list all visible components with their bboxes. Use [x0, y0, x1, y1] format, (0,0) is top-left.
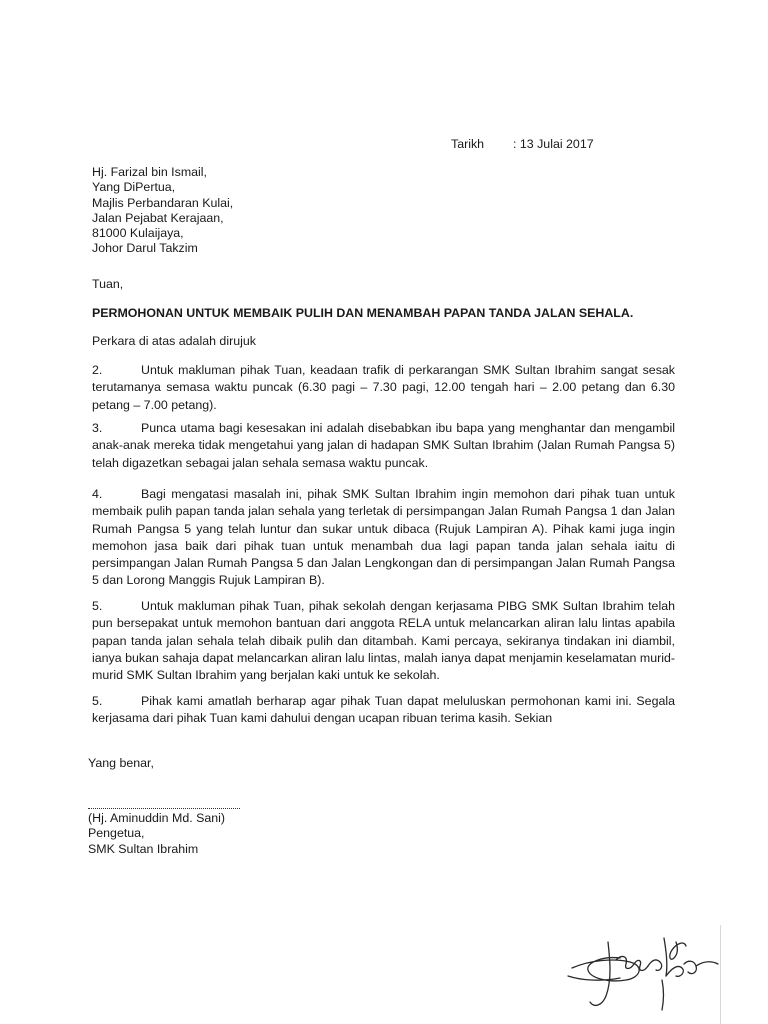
recipient-line: Majlis Perbandaran Kulai, — [92, 195, 234, 210]
signer-line: (Hj. Aminuddin Md. Sani) — [88, 811, 226, 825]
recipient-line: 81000 Kulaijaya, — [92, 226, 184, 241]
paragraph — [92, 598, 675, 684]
date-label: Tarikh — [451, 137, 485, 151]
date-row — [451, 136, 594, 153]
date-value: : 13 Julai 2017 — [513, 137, 594, 151]
signer-line: Pengetua, — [88, 826, 145, 841]
recipient-line: Jalan Pejabat Kerajaan, — [92, 210, 224, 225]
closing: Yang benar, — [88, 756, 154, 770]
paragraph-text: Pihak kami amatlah berharap agar pihak Tuan dapat meluluskan permohonan kami ini. Segala kerjasama dari pihak Tuan kami dahului dengan ucapan ribuan terima kasih. Sekian — [92, 694, 675, 726]
reference-line: Perkara di atas adalah dirujuk — [92, 334, 256, 348]
paragraph-text: Untuk makluman pihak Tuan, keadaan trafik di perkarangan SMK Sultan Ibrahim sangat sesak terutamanya semasa waktu puncak (6.30 pagi – 7.30 pagi, 12.00 tengah hari – 2.00 petang dan 6.30 petang – 7.00 petang). — [92, 363, 675, 412]
paragraph-number: 5. — [92, 694, 103, 708]
paragraph-text: Untuk makluman pihak Tuan, pihak sekolah dengan kerjasama PIBG SMK Sultan Ibrahim telah pun bersepakat untuk memohon bantuan dari anggota RELA untuk melancarkan aliran lalu lintas apabila papan tanda jalan sehala telah dibaik pulih dan ditambah. Kami percaya, sekiranya tindakan ini diambil, ianya bukan sahaja dapat melancarkan aliran lalu lintas, malah ianya dapat menjamin keselamatan murid-murid SMK Sultan Ibrahim yang berjalan kaki untuk ke sekolah. — [92, 599, 675, 683]
paragraph — [92, 693, 675, 728]
paragraph-number: 5. — [92, 599, 103, 613]
signature-line — [88, 798, 240, 809]
recipient-line: Hj. Farizal bin Ismail, — [92, 165, 207, 179]
paragraph-number: 3. — [92, 421, 103, 435]
recipient-address — [92, 165, 233, 257]
paragraph — [92, 362, 675, 414]
signer-line: SMK Sultan Ibrahim — [88, 841, 199, 856]
recipient-line: Yang DiPertua, — [92, 180, 176, 195]
recipient-line: Johor Darul Takzim — [92, 241, 198, 256]
paragraph — [92, 486, 675, 590]
salutation: Tuan, — [92, 277, 124, 291]
subject-heading: PERMOHONAN UNTUK MEMBAIK PULIH DAN MENAMBAH PAPAN TANDA JALAN SEHALA. — [92, 306, 634, 320]
paragraph-text: Bagi mengatasi masalah ini, pihak SMK Sultan Ibrahim ingin memohon dari pihak tuan untuk membaik pulih papan tanda jalan sehala yang terletak di persimpangan Jalan Rumah Pangsa 1 dan Jalan Rumah Pangsa 5 yang telah luntur dan sukar untuk dibaca (Rujuk Lampiran A). Pihak kami juga ingin memohon jasa baik dari pihak tuan untuk menambah dua lagi papan tanda jalan sehala iaitu di persimpangan Jalan Rumah Pangsa 5 dan Jalan Lengkongan dan di persimpangan Jalan Rumah Pangsa 5 dan Lorong Manggis Rujuk Lampiran B). — [92, 487, 675, 588]
paragraph-number: 4. — [92, 487, 103, 501]
paragraph — [92, 420, 675, 472]
paragraph-text: Punca utama bagi kesesakan ini adalah disebabkan ibu bapa yang menghantar dan mengambil anak-anak mereka tidak mengetahui yang jalan di hadapan SMK Sultan Ibrahim (Jalan Rumah Pangsa 5) telah digazetkan sebagai jalan sehala semasa waktu puncak. — [92, 421, 675, 470]
paragraph-number: 2. — [92, 363, 103, 377]
handwritten-signature — [560, 920, 730, 1020]
signer-block — [88, 811, 225, 857]
